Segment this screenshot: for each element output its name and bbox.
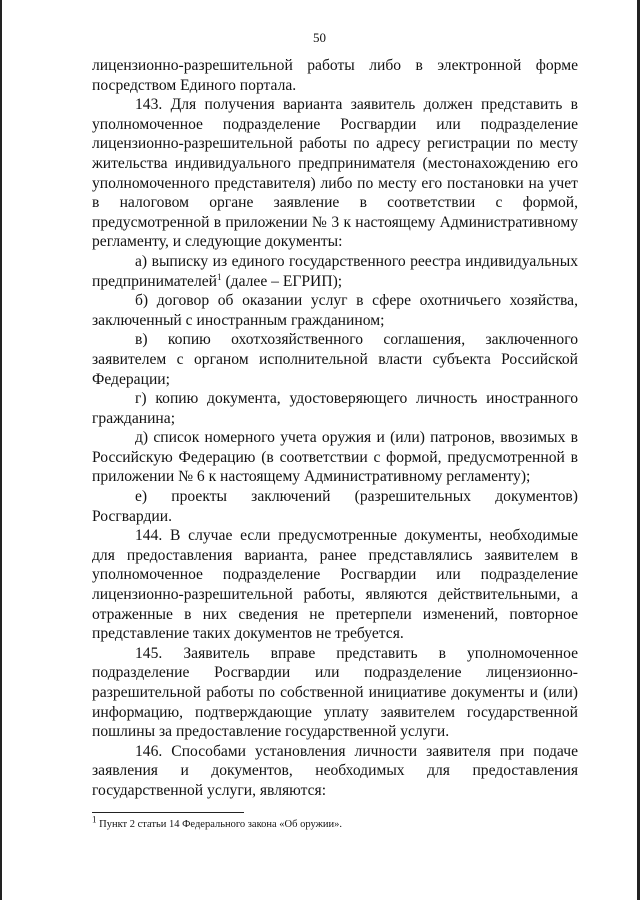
list-item-a-text: а) выписку из единого государственного реестра индивидуальных предпринимателей [92, 252, 578, 290]
footnote-reference: 1 [217, 271, 222, 282]
list-item-c: в) копию охотхозяйственного соглашения, заключенного заявителем с органом исполнительной власти субъекта Российской Федерации; [92, 331, 578, 388]
paragraph-144: 144. В случае если предусмотренные документы, необходимые для предоставления варианта, ранее представлялись заявителем в уполномоченное подразделение Росгвардии или подразделение лицензионно-разрешительной работы, являются действительными, а отраженные в них сведения не претерпели изменений, повторное представление таких документов не требуется. [92, 527, 578, 643]
paragraph-146: 146. Способами установления личности заявителя при подаче заявления и документов, необходимых для предоставления государственной услуги, являются: [92, 742, 578, 799]
list-item-e: д) список номерного учета оружия и (или) патронов, ввозимых в Российскую Федерацию (в соответствии с формой, предусмотренной в приложении № 6 к настоящему Административному регламенту); [92, 429, 578, 486]
list-item-d: г) копию документа, удостоверяющего личность иностранного гражданина; [92, 390, 578, 427]
paragraph-continuation: лицензионно-разрешительной работы либо в электронной форме посредством Единого портала. [92, 57, 578, 94]
footnote-text: Пункт 2 статьи 14 Федерального закона «Об оружии». [96, 819, 342, 830]
document-body [92, 56, 578, 801]
footnote-divider [92, 812, 244, 813]
list-item-b: б) договор об оказании услуг в сфере охотничьего хозяйства, заключенный с иностранным гражданином; [92, 292, 578, 329]
list-item-f: е) проекты заключений (разрешительных документов) Росгвардии. [92, 488, 578, 525]
footnote [92, 814, 578, 831]
list-item-a-tail: (далее – ЕГРИП); [221, 272, 343, 290]
paragraph-145: 145. Заявитель вправе представить в уполномоченное подразделение Росгвардии или подразделение лицензионно-разрешительной работы по собственной инициативе документы и (или) информацию, подтверждающие уплату заявителем государственной пошлины за предоставление государственной услуги. [92, 644, 578, 741]
paragraph-143: 143. Для получения варианта заявитель должен представить в уполномоченное подразделение Росгвардии или подразделение лицензионно-разрешительной работы по адресу регистрации по месту жительства индивидуального предпринимателя (местонахождению его уполномоченного представителя) либо по месту его постановки на учет в налоговом органе заявление в соответствии с формой, предусмотренной в приложении № 3 к настоящему Административному регламенту, и следующие документы: [92, 96, 578, 251]
footnote-mark: 1 [92, 814, 97, 825]
list-item-a [92, 252, 578, 291]
page-number: 50 [313, 30, 326, 45]
